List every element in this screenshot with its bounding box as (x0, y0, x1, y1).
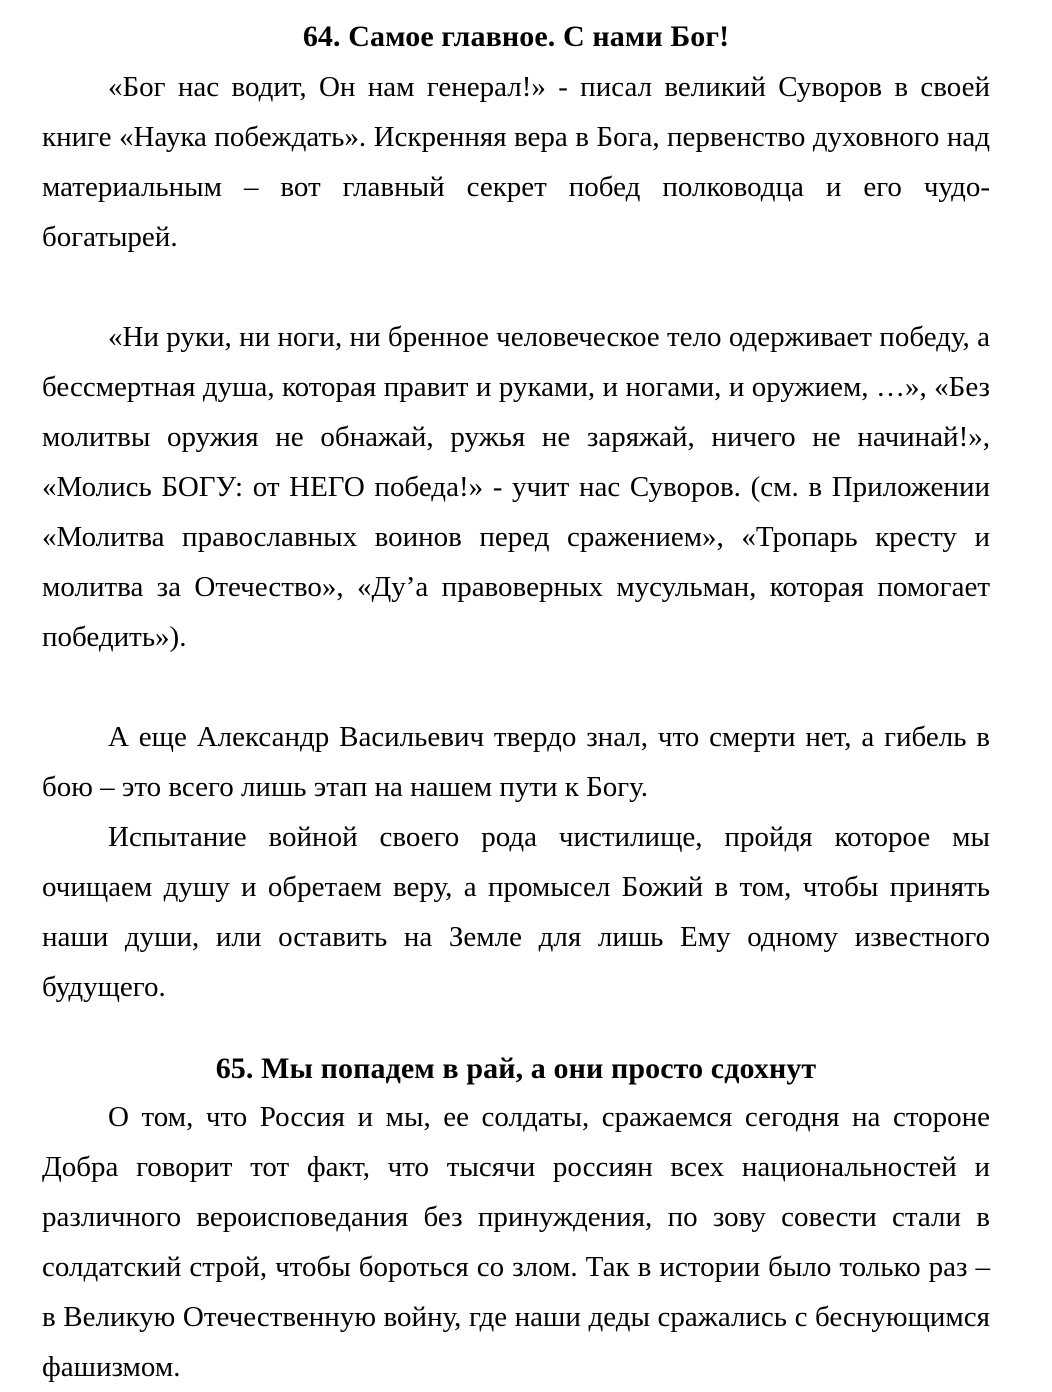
paragraph-64-1: «Бог нас водит, Он нам генерал!» - писал великий Суворов в своей книге «Наука побеждать». Искренняя вера в Бога, первенство духовного над материальным – вот главный секрет побед полководца и его чудо-богатырей. (42, 71, 990, 253)
paragraph-64-2: «Ни руки, ни ноги, ни бренное человеческое тело одерживает победу, а бессмертная душа, которая правит и руками, и ногами, и оружием, …», «Без молитвы оружия не обнажай, ружья не заряжай, ничего не начинай!», «Молись БОГУ: от НЕГО победа!» - учит нас Суворов. (см. в Приложении «Молитва православных воинов перед сражением», «Тропарь кресту и молитва за Отечество», «Ду’а правоверных мусульман, которая помогает победить»). (42, 321, 990, 653)
paragraph-64-3: А еще Александр Васильевич твердо знал, что смерти нет, а гибель в бою – это всего лишь этап на нашем пути к Богу. (42, 721, 990, 803)
section-heading-64: 64. Самое главное. С нами Бог! (302, 20, 730, 53)
paragraph-64-4: Испытание войной своего рода чистилище, пройдя которое мы очищаем душу и обретаем веру, а промысел Божий в том, чтобы принять наши души, или оставить на Земле для лишь Ему одному известного будущего. (42, 821, 990, 1003)
paragraph-65-1: О том, что Россия и мы, ее солдаты, сражаемся сегодня на стороне Добра говорит тот факт, что тысячи россиян всех национальностей и различного вероисповедания без принуждения, по зову совести стали в солдатский строй, чтобы бороться со злом. Так в истории было только раз – в Великую Отечественную войну, где наши деды сражались с беснующимся фашизмом. (42, 1101, 990, 1383)
section-heading-65: 65. Мы попадем в рай, а они просто сдохнут (215, 1052, 817, 1085)
